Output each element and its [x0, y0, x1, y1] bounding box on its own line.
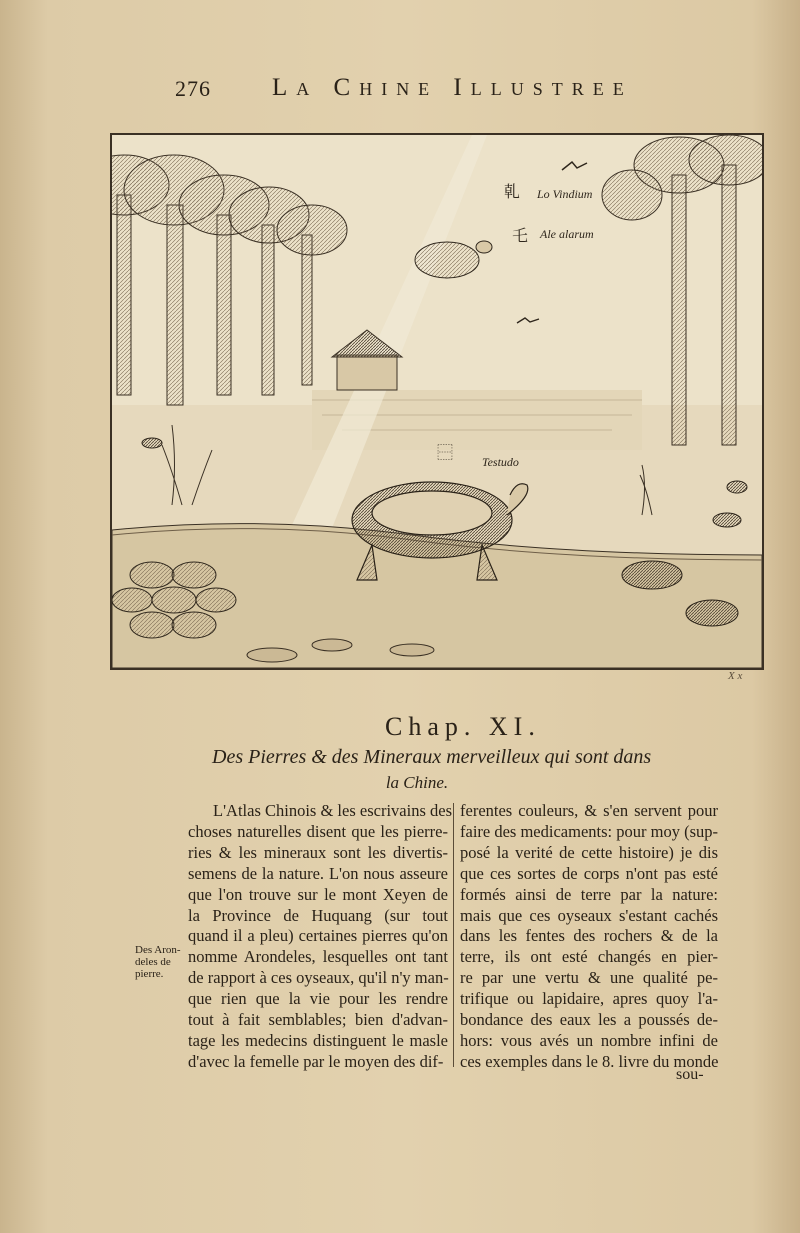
chinese-mark: 乹 [504, 184, 521, 201]
text-line: tage les medecins distinguent le masle [188, 1030, 448, 1050]
text-line: re par une vertu & une qualité pe- [460, 968, 718, 988]
marginal-line: Des Aron- [135, 944, 181, 956]
text-line: faire des medicaments: pour moy (sup- [460, 821, 718, 841]
text-line: dans les fentes des rochers & de la [460, 926, 718, 946]
text-line: que rien que la vie pour les rendre [188, 989, 448, 1009]
text-line: L'Atlas Chinois & les escrivains des [213, 801, 452, 820]
chapter-title-line2: la Chine. [385, 773, 449, 792]
text-line: quand il a pleu) certaines pierres qu'on [188, 926, 448, 946]
engraving-plate [110, 133, 764, 670]
marginal-line: pierre. [135, 968, 164, 980]
text-line: semens de la nature. L'on nous asseure [188, 863, 448, 883]
caption-ala-alarum: Ale alarum [540, 227, 594, 241]
left-column [188, 801, 452, 1073]
text-line: tout à fait semblables; bien d'advan- [188, 1010, 448, 1030]
text-line: hors: vous avés un nombre infini de [460, 1030, 718, 1050]
catchword: sou- [676, 1066, 704, 1083]
text-line: choses naturelles disent que les pierre- [188, 821, 448, 841]
chapter-title-line1: Des Pierres & des Mineraux merveilleux qui sont dans [212, 746, 652, 768]
text-line: que l'on trouve sur le mont Xeyen de [188, 884, 448, 904]
text-line: de rapport à ces oyseaux, qu'il n'y man- [188, 968, 449, 988]
chinese-mark: 乇 [512, 228, 529, 245]
text-line: que ces sortes de corps n'ont pas esté [460, 863, 718, 883]
caption-testudo: Testudo [482, 455, 519, 469]
right-column [460, 801, 718, 1073]
column-rule [453, 803, 454, 1067]
text-line: bondance des eaux les a poussés de- [460, 1010, 718, 1030]
text-line: terre, ils ont esté changés en pier- [460, 947, 718, 967]
running-title: La Chine Illustree [272, 74, 633, 101]
text-line: mais que ces oyseaux s'estant cachés [460, 905, 718, 925]
chapter-title [212, 744, 712, 796]
page-number: 276 [175, 76, 211, 101]
text-line: formés ainsi de terre par la nature: [460, 884, 718, 904]
text-line: ces exemples dans le 8. livre du monde [460, 1051, 719, 1071]
plate-mark: X x [728, 670, 743, 682]
chinese-mark: ⿱ [437, 445, 454, 462]
text-line: nomme Arondeles, lesquelles ont tant [188, 947, 448, 967]
text-line: ries & les mineraux sont les divertis- [188, 842, 448, 862]
text-line: ferentes couleurs, & s'en servent pour [460, 801, 718, 820]
engraving-illustration [112, 135, 762, 668]
text-line: d'avec la femelle par le moyen des dif- [188, 1051, 444, 1071]
text-line: posé la verité de cette histoire) je dis [460, 842, 718, 862]
text-line: la Province de Huquang (sur tout [188, 905, 448, 925]
chapter-heading: Chap. XI. [385, 712, 541, 741]
marginal-line: deles de [135, 956, 171, 968]
text-line: trifique ou lapidaire, apres quoy l'a- [460, 989, 718, 1009]
marginal-note [135, 944, 181, 980]
caption-lo-vindium: Lo Vindium [537, 187, 593, 201]
